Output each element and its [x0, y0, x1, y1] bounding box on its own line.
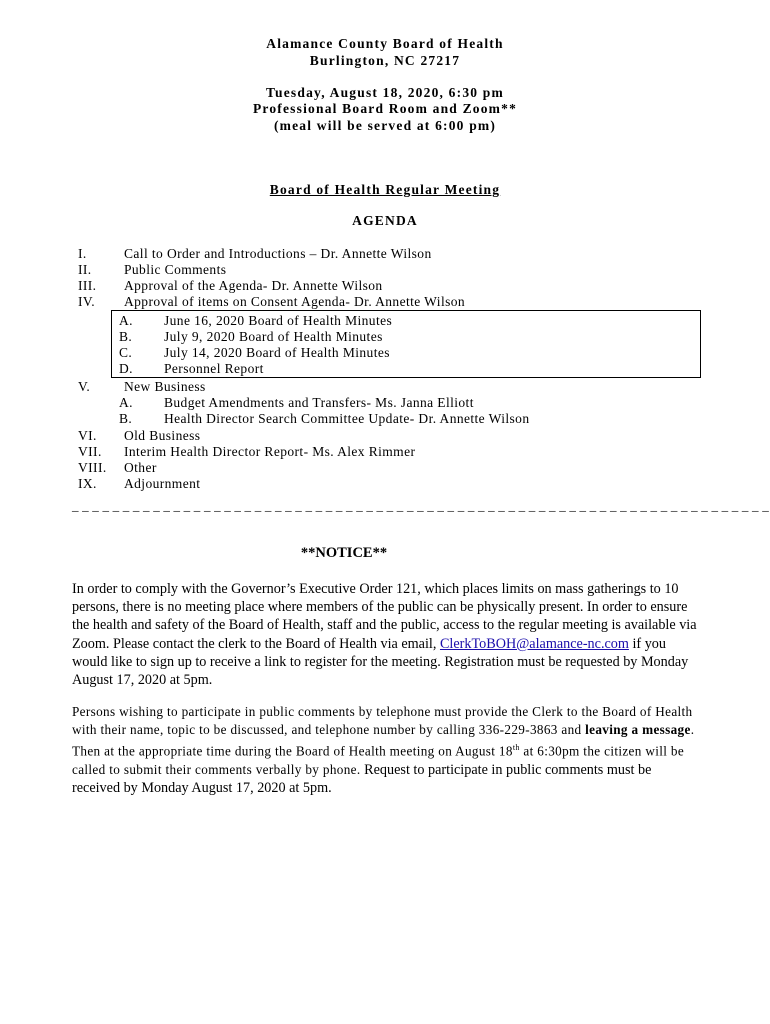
- header-date-time: Tuesday, August 18, 2020, 6:30 pm: [266, 85, 504, 100]
- consent-item-letter: C.: [119, 345, 133, 360]
- public-comment-text: at 6:30pm the citizen will be called to submit their comments verbally by phone.: [72, 743, 685, 777]
- header-org-name: Alamance County Board of Health: [266, 36, 504, 51]
- notice-text: if you would like to sign up to receive a link to register for the meeting. Registration must be requested by Monday August 17, 2020 at 5pm.: [72, 635, 689, 689]
- agenda-item-text: Old Business: [124, 428, 201, 443]
- header-location: Burlington, NC 27217: [309, 53, 461, 68]
- new-business-item-text: Budget Amendments and Transfers- Ms. Janna Elliott: [164, 395, 474, 410]
- agenda-item-number: V.: [78, 379, 91, 394]
- agenda-item-number: II.: [78, 262, 92, 277]
- consent-item-text: July 9, 2020 Board of Health Minutes: [164, 329, 383, 344]
- header-meal-note: (meal will be served at 6:00 pm): [273, 118, 497, 133]
- agenda-item-text: Call to Order and Introductions – Dr. Annette Wilson: [124, 246, 432, 261]
- agenda-item-number: III.: [78, 278, 97, 293]
- consent-item-text: July 14, 2020 Board of Health Minutes: [164, 345, 390, 360]
- public-comment-deadline: Request to participate in public comments must be received by Monday August 17, 2020 at 5pm.: [72, 762, 652, 797]
- consent-item-letter: B.: [119, 329, 133, 344]
- consent-item-text: Personnel Report: [164, 361, 264, 376]
- public-comment-paragraph: [72, 703, 700, 797]
- new-business-item-letter: B.: [119, 411, 133, 426]
- meeting-title: Board of Health Regular Meeting: [269, 182, 501, 197]
- consent-item-letter: D.: [119, 361, 133, 376]
- consent-item-text: June 16, 2020 Board of Health Minutes: [164, 313, 393, 328]
- public-comment-text: . Then at the appropriate time during the Board of Health meeting on August 18: [72, 722, 695, 759]
- agenda-item-text: Approval of items on Consent Agenda- Dr. Annette Wilson: [124, 294, 466, 309]
- new-business-item-letter: A.: [119, 395, 133, 410]
- agenda-item-number: I.: [78, 246, 87, 261]
- agenda-item-text: Adjournment: [124, 476, 201, 491]
- consent-item-letter: A.: [119, 313, 133, 328]
- agenda-item-text: New Business: [124, 379, 206, 394]
- new-business-item-text: Health Director Search Committee Update- Dr. Annette Wilson: [164, 411, 530, 426]
- separator-line: _ _ _ _ _ _ _ _ _ _ _ _ _ _ _ _ _ _ _ _ _ _ _ _ _ _ _ _ _ _ _ _ _ _ _ _ _ _ _ _ _ _ _ _ _ _ _ _ _ _ _ _ _ _ _ _ _ _ _ _ _ _ _ _ _ _ _ _ _: [72, 498, 769, 513]
- notice-paragraph: [72, 580, 697, 689]
- agenda-item-text: Public Comments: [124, 262, 227, 277]
- agenda-item-number: IV.: [78, 294, 96, 309]
- agenda-title: AGENDA: [352, 213, 418, 228]
- agenda-item-text: Other: [124, 460, 157, 475]
- notice-text: In order to comply with the Governor’s Executive Order 121, which places limits on mass gatherings to 10 persons, there is no meeting place where members of the public can be physically present. In order to ensure the health and safety of the Board of Health, staff and the public, access to the regular meeting is available via Zoom. Please contact the clerk to the Board of Health via email,: [72, 581, 697, 652]
- header-venue: Professional Board Room and Zoom**: [252, 101, 518, 116]
- clerk-email-link[interactable]: ClerkToBOH@alamance-nc.com: [439, 635, 629, 652]
- agenda-item-number: IX.: [78, 476, 97, 491]
- public-comment-text: Persons wishing to participate in public comments by telephone must provide the Clerk to the Board of Health with their name, topic to be discussed, and telephone number by calling 336-229-3863 and: [72, 704, 693, 738]
- public-comment-bold-text: leaving a message: [585, 722, 691, 738]
- notice-title: **NOTICE**: [300, 545, 388, 561]
- agenda-item-text: Interim Health Director Report- Ms. Alex Rimmer: [124, 444, 416, 459]
- agenda-item-number: VIII.: [78, 460, 107, 475]
- agenda-item-number: VII.: [78, 444, 102, 459]
- agenda-item-number: VI.: [78, 428, 97, 443]
- agenda-item-text: Approval of the Agenda- Dr. Annette Wilson: [124, 278, 383, 293]
- ordinal-suffix: th: [512, 743, 520, 753]
